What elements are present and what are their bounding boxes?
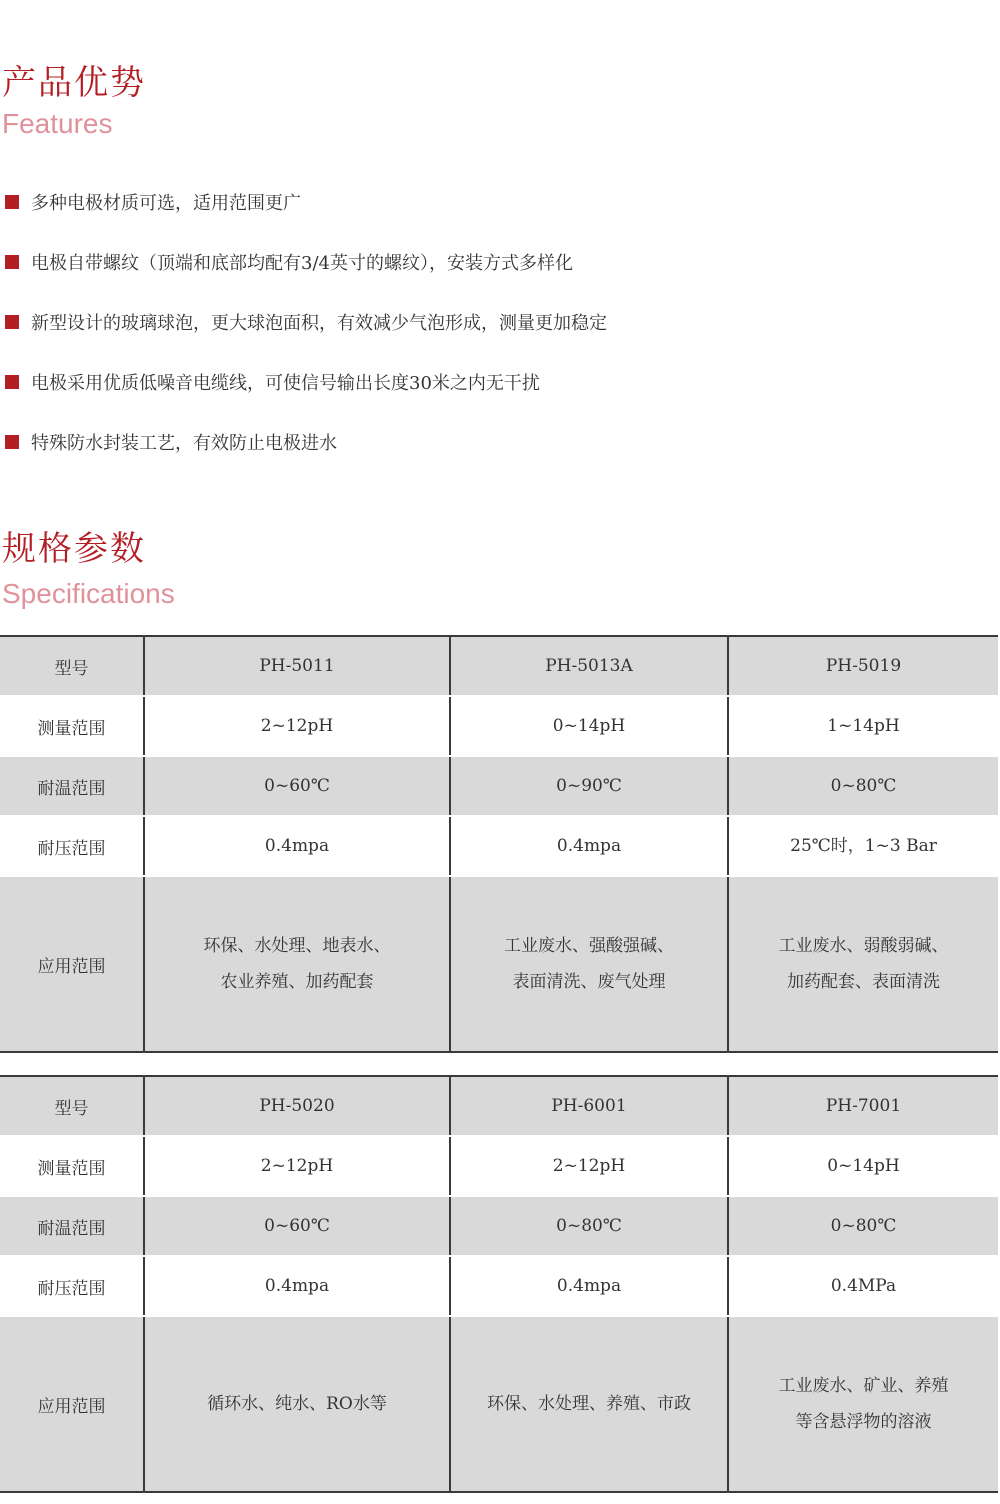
spec-value-line: 循环水、纯水、RO水等 [207,1394,387,1414]
spec-value-cell [450,1256,728,1316]
spec-value-line: 0~60℃ [264,1216,330,1236]
spec-value-cell [728,696,998,756]
spec-value-line: 1~14pH [827,716,900,736]
spec-value-line: 0~90℃ [556,776,622,796]
feature-text: 电极自带螺纹（顶端和底部均配有3/4英寸的螺纹），安装方式多样化 [31,253,573,274]
spec-value-cell [450,756,728,816]
spec-table-2 [0,1075,998,1493]
spec-value-cell [144,1256,450,1316]
spec-row-model [0,636,998,696]
spec-value-cell [450,816,728,876]
spec-row-measure-range [0,1136,998,1196]
spec-value-line: 加药配套、表面清洗 [787,972,940,992]
spec-row-temp-range [0,756,998,816]
spec-value-cell [728,1076,998,1136]
square-bullet-icon [5,255,19,269]
square-bullet-icon [5,315,19,329]
spec-value-line: 0.4MPa [830,1276,897,1296]
spec-value-cell [450,876,728,1052]
spec-value-cell [450,1196,728,1256]
spec-row-measure-range [0,696,998,756]
spec-value-cell [728,636,998,696]
spec-value-line: 环保、水处理、养殖、市政 [487,1394,691,1414]
feature-text: 特殊防水封装工艺，有效防止电极进水 [31,433,337,454]
feature-text: 多种电极材质可选，适用范围更广 [31,193,301,214]
spec-value-line: PH-5020 [259,1096,335,1116]
spec-label-cell: 测量范围 [0,1136,144,1196]
specs-subtitle: Specifications [2,578,175,609]
spec-value-line: 2~12pH [260,1156,334,1176]
features-list [0,172,1000,472]
spec-value-cell [450,1136,728,1196]
spec-label-cell: 应用范围 [0,876,144,1052]
spec-value-line: 环保、水处理、地表水、 [203,936,391,956]
spec-value-line: 0.4mpa [264,1276,330,1296]
spec-row-application [0,876,998,1052]
spec-row-model [0,1076,998,1136]
spec-label-cell: 应用范围 [0,1316,144,1492]
spec-value-line: 0~14pH [552,716,626,736]
spec-table-1 [0,635,998,1053]
spec-value-line: PH-5011 [259,656,335,676]
spec-row-pressure-range [0,1256,998,1316]
spec-value-cell [144,1076,450,1136]
spec-value-line: 工业废水、强酸强碱、 [504,936,674,956]
spec-value-line: 25℃时，1~3 Bar [790,836,937,856]
spec-value-line: 0.4mpa [556,1276,622,1296]
spec-value-line: 0~80℃ [830,776,897,796]
spec-value-line: 等含悬浮物的溶液 [795,1412,932,1432]
square-bullet-icon [5,195,19,209]
spec-label-cell: 耐压范围 [0,1256,144,1316]
spec-value-cell [728,1136,998,1196]
spec-value-line: PH-5013A [545,656,633,676]
spec-value-line: PH-5019 [825,656,902,676]
spec-label-cell: 耐压范围 [0,816,144,876]
spec-value-line: 2~12pH [552,1156,626,1176]
spec-row-pressure-range [0,816,998,876]
spec-value-cell [144,636,450,696]
feature-item [0,412,1000,472]
spec-value-cell [728,1316,998,1492]
spec-label-cell: 耐温范围 [0,756,144,816]
spec-value-cell [144,1196,450,1256]
feature-item [0,232,1000,292]
spec-value-cell [728,876,998,1052]
spec-value-cell [144,816,450,876]
features-subtitle: Features [2,108,113,139]
spec-label-cell: 型号 [0,636,144,696]
spec-value-cell [450,636,728,696]
spec-value-cell [450,696,728,756]
feature-item [0,172,1000,232]
spec-value-cell [144,1316,450,1492]
specs-title: 规格参数 [2,529,146,569]
spec-value-cell [144,696,450,756]
spec-value-cell [728,816,998,876]
spec-value-line: 工业废水、弱酸弱碱、 [778,936,949,956]
spec-value-cell [144,756,450,816]
feature-item [0,292,1000,352]
feature-text: 新型设计的玻璃球泡，更大球泡面积，有效减少气泡形成，测量更加稳定 [31,313,607,334]
spec-value-line: 0~60℃ [264,776,330,796]
spec-label-cell: 耐温范围 [0,1196,144,1256]
spec-value-cell [450,1316,728,1492]
spec-value-line: 0~80℃ [556,1216,622,1236]
spec-value-line: PH-7001 [825,1096,902,1116]
square-bullet-icon [5,375,19,389]
square-bullet-icon [5,435,19,449]
spec-value-cell [144,1136,450,1196]
spec-value-line: 0.4mpa [556,836,622,856]
spec-row-temp-range [0,1196,998,1256]
spec-value-line: 0.4mpa [264,836,330,856]
spec-value-line: 工业废水、矿业、养殖 [778,1376,949,1396]
features-title: 产品优势 [2,63,146,103]
spec-label-cell: 型号 [0,1076,144,1136]
spec-value-line: 0~80℃ [830,1216,897,1236]
spec-value-line: PH-6001 [551,1096,627,1116]
feature-item [0,352,1000,412]
spec-value-line: 2~12pH [260,716,334,736]
spec-value-line: 0~14pH [827,1156,900,1176]
spec-value-cell [728,1256,998,1316]
spec-value-cell [728,1196,998,1256]
spec-row-application [0,1316,998,1492]
spec-value-cell [450,1076,728,1136]
feature-text: 电极采用优质低噪音电缆线，可使信号输出长度30米之内无干扰 [31,373,540,394]
spec-label-cell: 测量范围 [0,696,144,756]
spec-value-line: 表面清洗、废气处理 [512,972,666,992]
spec-value-cell [728,756,998,816]
spec-value-cell [144,876,450,1052]
spec-value-line: 农业养殖、加药配套 [220,972,374,992]
